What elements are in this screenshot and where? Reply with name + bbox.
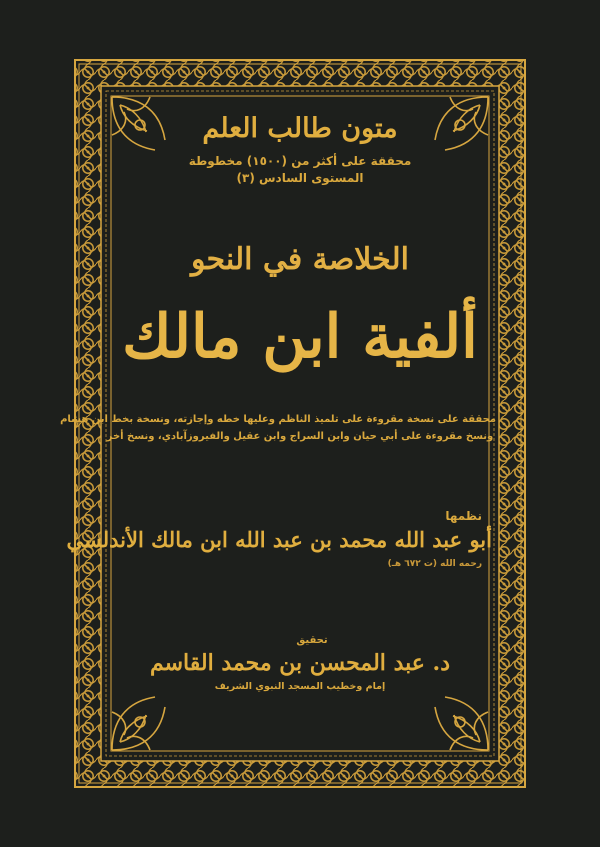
verification-line: ونسخ مقروءة على أبي حيان وابن السراج وابن عقيل والفيروزآبادي، ونسخ أخر	[106, 431, 494, 442]
author-death-note: رحمه الله (ت ٦٧٢ هـ)	[387, 559, 482, 569]
verification-line: محققة على نسخة مقروءة على تلميذ الناظم وعليها خطه وإجازته، ونسخة بخط ابن هشام	[60, 414, 496, 425]
series-title: متون طالب العلم	[202, 113, 398, 144]
book-subtitle: الخلاصة في النحو	[191, 242, 409, 277]
verification-note	[60, 411, 496, 445]
cover-content	[60, 112, 496, 752]
editor-name: د. عبد المحسن بن محمد القاسم	[149, 650, 451, 676]
series-manuscripts-note: محققة على أكثر من (١٥٠٠) مخطوطة	[188, 154, 412, 168]
author-label: نظمها	[445, 509, 482, 523]
author-name: أبو عبد الله محمد بن عبد الله ابن مالك الأندلسي	[66, 527, 492, 552]
book-title: ألفية ابن مالك	[122, 302, 478, 372]
editor-label: تحقيق	[296, 635, 328, 646]
series-level: المستوى السادس (٣)	[236, 171, 364, 185]
editor-role: إمام وخطيب المسجد النبوي الشريف	[214, 681, 386, 692]
